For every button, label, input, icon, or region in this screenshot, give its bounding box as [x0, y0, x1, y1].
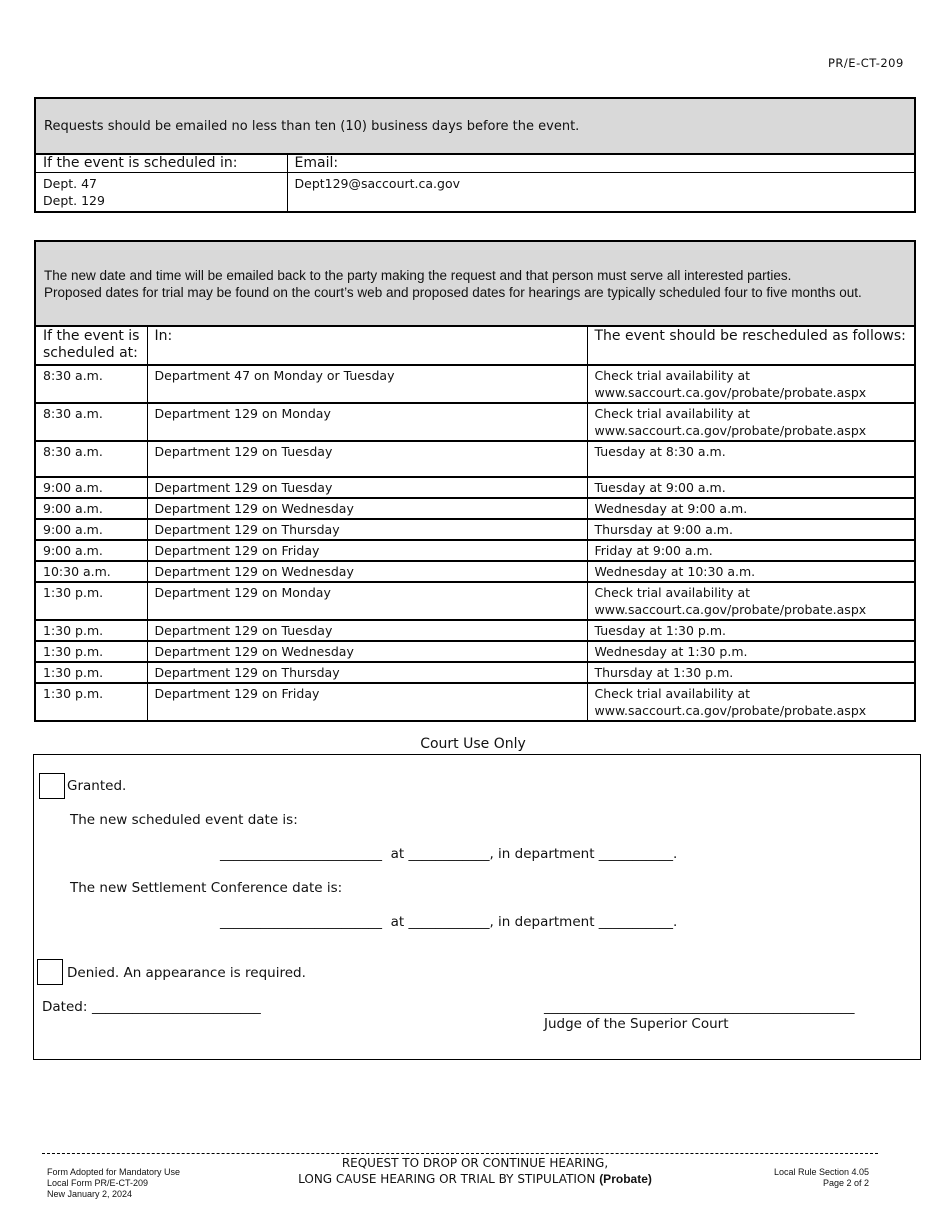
schedule-notice	[35, 241, 915, 326]
granted-label: Granted.	[67, 778, 127, 794]
row-time: 10:30 a.m.	[35, 561, 147, 582]
schedule-notice-line1: The new date and time will be emailed back to the party making the request and that person must serve all interested parties.	[44, 267, 792, 283]
footer-title-suffix: (Probate)	[599, 1172, 652, 1186]
row-reschedule-line1: Thursday at 9:00 a.m.	[594, 522, 733, 537]
row-time: 1:30 p.m.	[35, 641, 147, 662]
footer-right	[774, 1167, 869, 1189]
footer-left-line1: Form Adopted for Mandatory Use	[47, 1167, 181, 1177]
row-reschedule	[587, 683, 915, 721]
row-department: Department 129 on Tuesday	[147, 441, 587, 477]
row-reschedule	[587, 403, 915, 441]
row-department: Department 129 on Wednesday	[147, 641, 587, 662]
col-header-time: If the event is scheduled at:	[35, 326, 147, 365]
row-reschedule-line1: Thursday at 1:30 p.m.	[594, 665, 734, 680]
row-reschedule-line1: Check trial availability at	[594, 406, 751, 421]
schedule-row	[35, 683, 915, 721]
row-reschedule-line1: Tuesday at 1:30 p.m.	[594, 623, 726, 638]
row-department: Department 129 on Friday	[147, 683, 587, 721]
new-event-date-field[interactable]: ________________________ at ____________, in department ___________.	[220, 846, 678, 862]
row-reschedule	[587, 641, 915, 662]
footer-title-line1: REQUEST TO DROP OR CONTINUE HEARING,	[341, 1156, 609, 1170]
row-department: Department 47 on Monday or Tuesday	[147, 365, 587, 403]
row-time: 9:00 a.m.	[35, 498, 147, 519]
footer-page-number: Page 2 of 2	[822, 1178, 869, 1188]
judge-label: Judge of the Superior Court	[544, 1016, 729, 1032]
schedule-row	[35, 540, 915, 561]
row-time: 1:30 p.m.	[35, 662, 147, 683]
row-time: 1:30 p.m.	[35, 620, 147, 641]
schedule-row	[35, 519, 915, 540]
schedule-row	[35, 561, 915, 582]
new-settlement-label: The new Settlement Conference date is:	[70, 880, 343, 896]
row-department: Department 129 on Monday	[147, 582, 587, 620]
row-reschedule-line1: Wednesday at 10:30 a.m.	[594, 564, 756, 579]
row-department: Department 129 on Tuesday	[147, 477, 587, 498]
judge-signature-field[interactable]: ______________________________________________	[544, 999, 855, 1015]
schedule-row	[35, 365, 915, 403]
granted-checkbox[interactable]	[39, 773, 65, 799]
denied-label: Denied. An appearance is required.	[67, 965, 306, 981]
row-reschedule-link[interactable]: www.saccourt.ca.gov/probate/probate.aspx	[594, 385, 867, 400]
dated-label: Dated:	[42, 999, 88, 1015]
col-header-email: Email:	[287, 154, 915, 173]
row-department: Department 129 on Monday	[147, 403, 587, 441]
row-reschedule	[587, 662, 915, 683]
row-time: 9:00 a.m.	[35, 477, 147, 498]
schedule-row	[35, 662, 915, 683]
footer-divider	[42, 1153, 878, 1154]
row-time: 8:30 a.m.	[35, 441, 147, 477]
row-reschedule-line1: Wednesday at 1:30 p.m.	[594, 644, 748, 659]
row-time: 9:00 a.m.	[35, 540, 147, 561]
email-table	[34, 97, 916, 213]
schedule-row	[35, 498, 915, 519]
row-reschedule	[587, 365, 915, 403]
row-reschedule-link[interactable]: www.saccourt.ca.gov/probate/probate.aspx	[594, 703, 867, 718]
col-header-reschedule: The event should be rescheduled as follows:	[587, 326, 915, 365]
row-time: 8:30 a.m.	[35, 365, 147, 403]
row-department: Department 129 on Thursday	[147, 662, 587, 683]
col-header-in: In:	[147, 326, 587, 365]
new-settlement-date-field[interactable]: ________________________ at ____________, in department ___________.	[220, 914, 678, 930]
schedule-row	[35, 641, 915, 662]
row-time: 8:30 a.m.	[35, 403, 147, 441]
footer-title-line2: LONG CAUSE HEARING OR TRIAL BY STIPULATION	[298, 1172, 596, 1186]
row-reschedule	[587, 519, 915, 540]
row-department: Department 129 on Wednesday	[147, 498, 587, 519]
schedule-notice-line2: Proposed dates for trial may be found on the court’s web and proposed dates for hearings are typically scheduled four to five months out.	[44, 284, 862, 300]
row-time: 9:00 a.m.	[35, 519, 147, 540]
new-event-label: The new scheduled event date is:	[70, 812, 298, 828]
row-time: 1:30 p.m.	[35, 683, 147, 721]
court-use-title: Court Use Only	[420, 736, 526, 752]
form-id: PR/E-CT-209	[828, 56, 904, 70]
row-department: Department 129 on Friday	[147, 540, 587, 561]
row-reschedule	[587, 582, 915, 620]
row-reschedule-line1: Tuesday at 8:30 a.m.	[594, 444, 726, 459]
row-reschedule-line1: Check trial availability at	[594, 585, 751, 600]
dept-47: Dept. 47	[43, 176, 98, 191]
row-reschedule-line1: Check trial availability at	[594, 368, 751, 383]
row-reschedule	[587, 498, 915, 519]
footer-left	[47, 1167, 180, 1200]
row-department: Department 129 on Thursday	[147, 519, 587, 540]
row-reschedule-line1: Check trial availability at	[594, 686, 751, 701]
schedule-row	[35, 620, 915, 641]
row-reschedule-line1: Tuesday at 9:00 a.m.	[594, 480, 726, 495]
dated-field[interactable]: _________________________	[92, 999, 261, 1015]
row-reschedule	[587, 561, 915, 582]
row-reschedule-line1: Wednesday at 9:00 a.m.	[594, 501, 748, 516]
schedule-rows	[35, 365, 915, 721]
row-reschedule	[587, 540, 915, 561]
schedule-table	[34, 240, 916, 722]
footer-left-line3: New January 2, 2024	[47, 1189, 133, 1199]
footer-left-line2: Local Form PR/E-CT-209	[47, 1178, 149, 1188]
col-header-event: If the event is scheduled in:	[35, 154, 287, 173]
footer-form-title	[250, 1155, 700, 1187]
row-department: Department 129 on Tuesday	[147, 620, 587, 641]
footer-rule-section: Local Rule Section 4.05	[773, 1167, 869, 1177]
schedule-row	[35, 477, 915, 498]
row-reschedule	[587, 441, 915, 477]
row-reschedule	[587, 620, 915, 641]
dept-129: Dept. 129	[43, 193, 105, 208]
footer-title-line2-wrap	[250, 1171, 700, 1187]
row-time: 1:30 p.m.	[35, 582, 147, 620]
row-reschedule-link[interactable]: www.saccourt.ca.gov/probate/probate.aspx	[594, 602, 867, 617]
row-reschedule	[587, 477, 915, 498]
row-reschedule-link[interactable]: www.saccourt.ca.gov/probate/probate.aspx	[594, 423, 867, 438]
row-reschedule-line1: Friday at 9:00 a.m.	[594, 543, 713, 558]
schedule-row	[35, 441, 915, 477]
schedule-row	[35, 582, 915, 620]
row-department: Department 129 on Wednesday	[147, 561, 587, 582]
dept-email: Dept129@saccourt.ca.gov	[287, 173, 915, 213]
email-notice: Requests should be emailed no less than ten (10) business days before the event.	[35, 98, 915, 154]
denied-checkbox[interactable]	[37, 959, 63, 985]
schedule-row	[35, 403, 915, 441]
